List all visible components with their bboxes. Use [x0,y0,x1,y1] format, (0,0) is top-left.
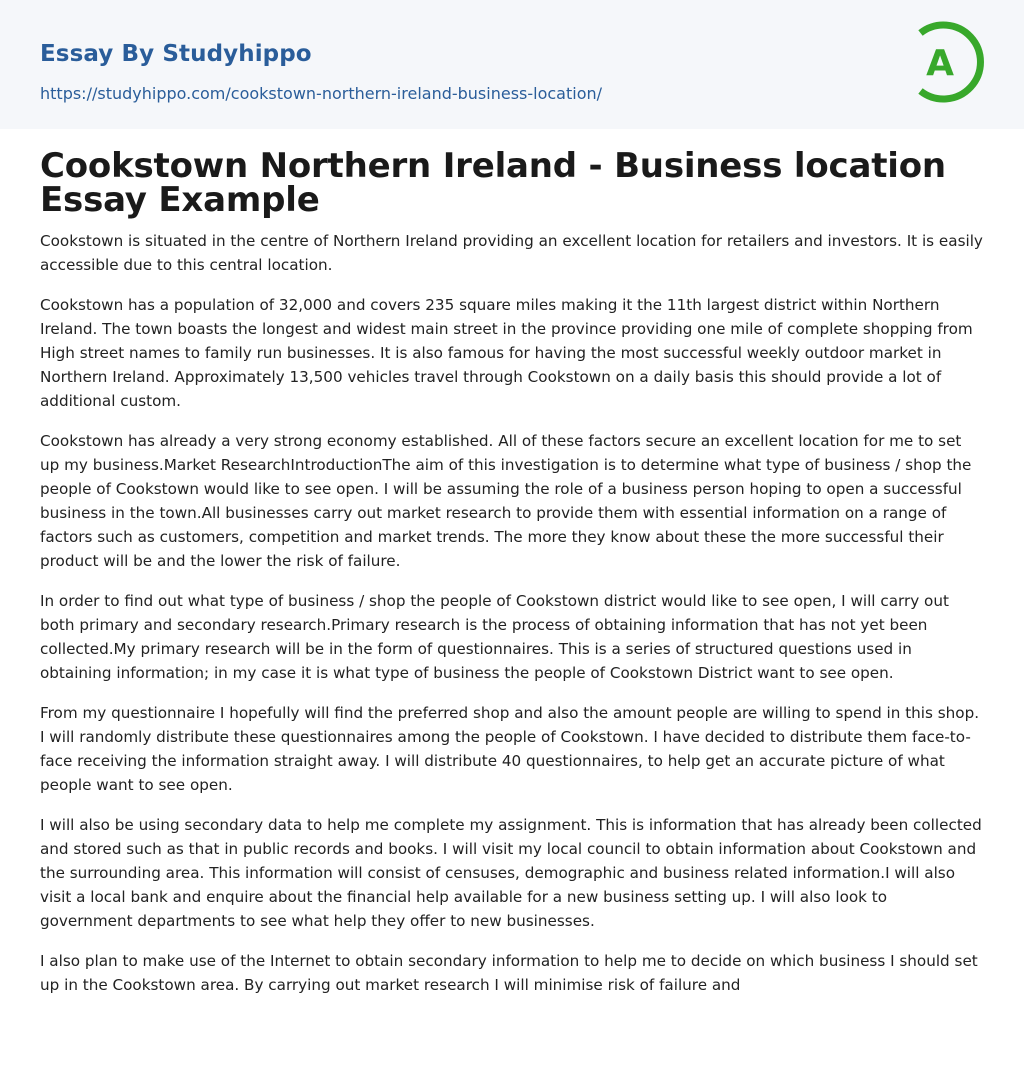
studyhippo-logo-icon[interactable] [912,19,986,105]
site-brand[interactable]: Essay By Studyhippo [40,41,312,67]
logo-letter: A [926,43,954,84]
essay-paragraph: From my questionnaire I hopefully will find the preferred shop and also the amount people are willing to spend in this shop. I will randomly distribute these questionnaires among the people of Cookstown. I have decided to distribute them face-to-face receiving the information straight away. I will distribute 40 questionnaires, to help get an accurate picture of what people want to see open. [40,704,980,794]
site-header [0,0,1024,129]
source-url-link[interactable]: https://studyhippo.com/cookstown-northern-ireland-business-location/ [40,84,603,103]
page-title: Cookstown Northern Ireland - Business location Essay Example [40,146,946,220]
essay-paragraph: Cookstown has already a very strong economy established. All of these factors secure an excellent location for me to set up my business.Market ResearchIntroductionThe aim of this investigation is to determine what type of business / shop the people of Cookstown would like to see open. I will be assuming the role of a business person hoping to open a successful business in the town.All businesses carry out market research to provide them with essential information on a range of factors such as customers, competition and market trends. The more they know about these the more successful their product will be and the lower the risk of failure. [40,432,972,570]
essay-paragraph: In order to find out what type of business / shop the people of Cookstown district would like to see open, I will carry out both primary and secondary research.Primary research is the process of obtaining information that has not yet been collected.My primary research will be in the form of questionnaires. This is a series of structured questions used in obtaining information; in my case it is what type of business the people of Cookstown District want to see open. [40,592,949,682]
essay-paragraph: Cookstown has a population of 32,000 and covers 235 square miles making it the 11th largest district within Northern Ireland. The town boasts the longest and widest main street in the province providing one mile of complete shopping from High street names to family run businesses. It is also famous for having the most successful weekly outdoor market in Northern Ireland. Approximately 13,500 vehicles travel through Cookstown on a daily basis this should provide a lot of additional custom. [40,296,973,410]
essay-paragraph: I also plan to make use of the Internet to obtain secondary information to help me to decide on which business I should set up in the Cookstown area. By carrying out market research I will minimise risk of failure and [40,952,978,994]
essay-paragraph: Cookstown is situated in the centre of Northern Ireland providing an excellent location for retailers and investors. It is easily accessible due to this central location. [40,232,983,274]
essay-content [40,146,984,1013]
essay-paragraph: I will also be using secondary data to help me complete my assignment. This is information that has already been collected and stored such as that in public records and books. I will visit my local council to obtain information about Cookstown and the surrounding area. This information will consist of censuses, demographic and business related information.I will also visit a local bank and enquire about the financial help available for a new business setting up. I will also look to government departments to see what help they offer to new businesses. [40,816,982,930]
